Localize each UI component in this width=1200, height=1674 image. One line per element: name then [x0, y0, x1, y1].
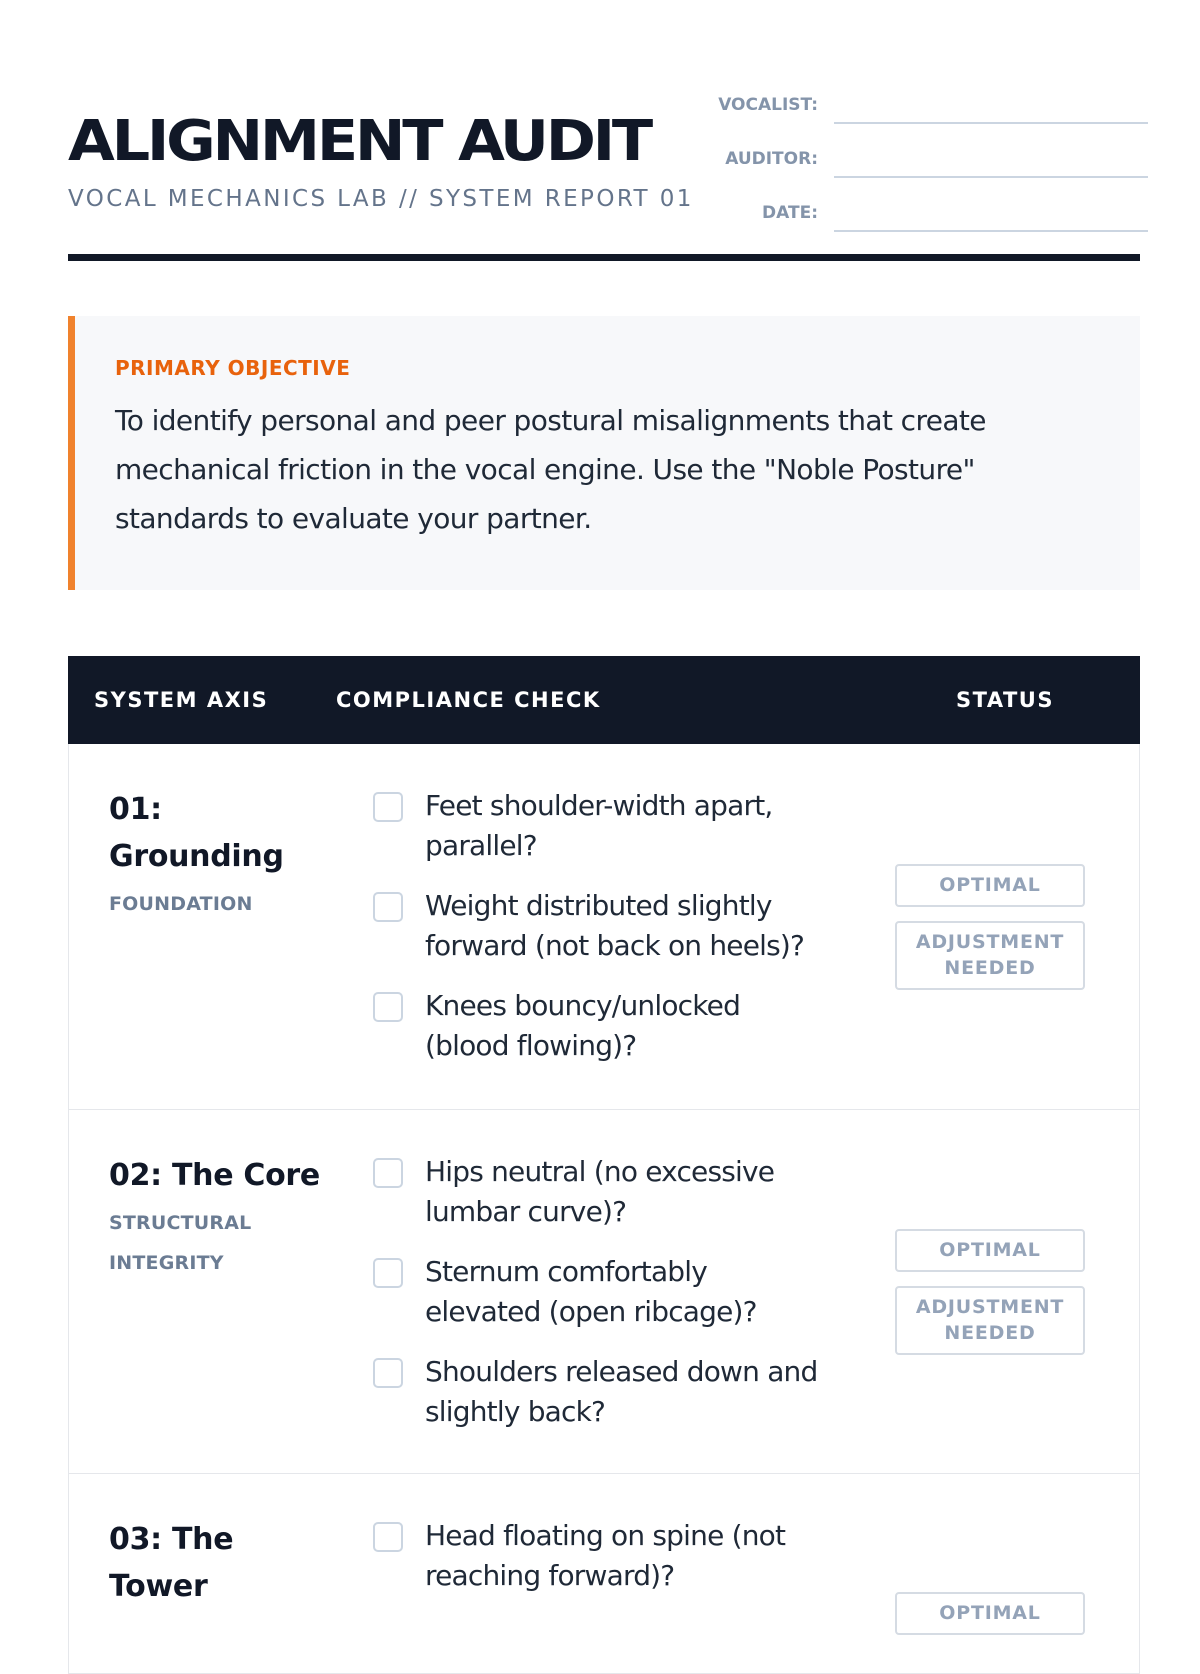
audit-table: [68, 656, 1140, 1674]
check-label: Head floating on spine (not reaching forward)?: [425, 1519, 786, 1592]
adjustment-needed-button[interactable]: ADJUSTMENT NEEDED: [895, 1286, 1085, 1355]
column-header-system-axis: SYSTEM AXIS: [94, 688, 269, 712]
axis-cell: [69, 744, 369, 1109]
check-item: [369, 1152, 895, 1232]
axis-title: 03: The Tower: [109, 1522, 234, 1604]
table-row: [68, 1110, 1140, 1474]
checkbox[interactable]: [373, 892, 403, 922]
page-subtitle: VOCAL MECHANICS LAB // SYSTEM REPORT 01: [68, 186, 694, 212]
header-divider: [68, 254, 1140, 261]
check-label: Shoulders released down and slightly back?: [425, 1355, 818, 1428]
checkbox[interactable]: [373, 1358, 403, 1388]
table-row: [68, 744, 1140, 1110]
axis-cell: [69, 1474, 369, 1673]
checks-cell: [369, 744, 895, 1109]
checkbox[interactable]: [373, 792, 403, 822]
check-item: [369, 1352, 895, 1432]
vocalist-label: VOCALIST:: [718, 95, 818, 115]
checkbox[interactable]: [373, 1158, 403, 1188]
checkbox[interactable]: [373, 1258, 403, 1288]
date-field: [694, 178, 1148, 232]
date-input-line[interactable]: [834, 194, 1148, 232]
report-meta-fields: [694, 70, 1148, 232]
status-cell: [895, 1474, 1139, 1673]
check-label: Weight distributed slightly forward (not back on heels)?: [425, 889, 805, 962]
table-row: [68, 1474, 1140, 1674]
checks-cell: [369, 1110, 895, 1473]
optimal-button[interactable]: OPTIMAL: [895, 864, 1085, 907]
objective-heading: PRIMARY OBJECTIVE: [115, 356, 351, 380]
optimal-button[interactable]: OPTIMAL: [895, 1229, 1085, 1272]
axis-title: 01: Grounding: [109, 792, 284, 874]
check-label: Feet shoulder-width apart, parallel?: [425, 789, 773, 862]
check-item: [369, 786, 895, 866]
objective-text: To identify personal and peer postural misalignments that create mechanical friction in the vocal engine. Use the "Noble Posture" standards to evaluate your partner.: [115, 404, 986, 535]
vocalist-input-line[interactable]: [834, 86, 1148, 124]
check-item: [369, 1252, 895, 1332]
status-options: [895, 864, 1085, 990]
column-header-compliance-check: COMPLIANCE CHECK: [336, 688, 601, 712]
adjustment-needed-button[interactable]: ADJUSTMENT NEEDED: [895, 921, 1085, 990]
check-item: [369, 1516, 895, 1596]
axis-title: 02: The Core: [109, 1158, 320, 1193]
primary-objective-panel: [68, 316, 1140, 590]
auditor-input-line[interactable]: [834, 140, 1148, 178]
checks-cell: [369, 1474, 895, 1673]
table-header: [68, 656, 1140, 744]
auditor-field: [694, 124, 1148, 178]
optimal-button[interactable]: OPTIMAL: [895, 1592, 1085, 1635]
checkbox[interactable]: [373, 1522, 403, 1552]
check-item: [369, 986, 895, 1066]
auditor-label: AUDITOR:: [725, 149, 818, 169]
status-options: [895, 1229, 1085, 1355]
status-options: [895, 1592, 1085, 1649]
date-label: DATE:: [762, 203, 818, 223]
report-header: [68, 60, 1148, 260]
checkbox[interactable]: [373, 992, 403, 1022]
page-title: ALIGNMENT AUDIT: [68, 109, 650, 174]
status-cell: [895, 1110, 1139, 1473]
axis-subtitle: FOUNDATION: [109, 893, 253, 915]
column-header-status: STATUS: [956, 688, 1054, 712]
status-cell: [895, 744, 1139, 1109]
vocalist-field: [694, 70, 1148, 124]
axis-subtitle: STRUCTURAL INTEGRITY: [109, 1212, 252, 1274]
check-label: Knees bouncy/unlocked (blood flowing)?: [425, 989, 741, 1062]
check-label: Sternum comfortably elevated (open ribcage)?: [425, 1255, 757, 1328]
check-item: [369, 886, 895, 966]
axis-cell: [69, 1110, 369, 1473]
check-label: Hips neutral (no excessive lumbar curve)?: [425, 1155, 775, 1228]
